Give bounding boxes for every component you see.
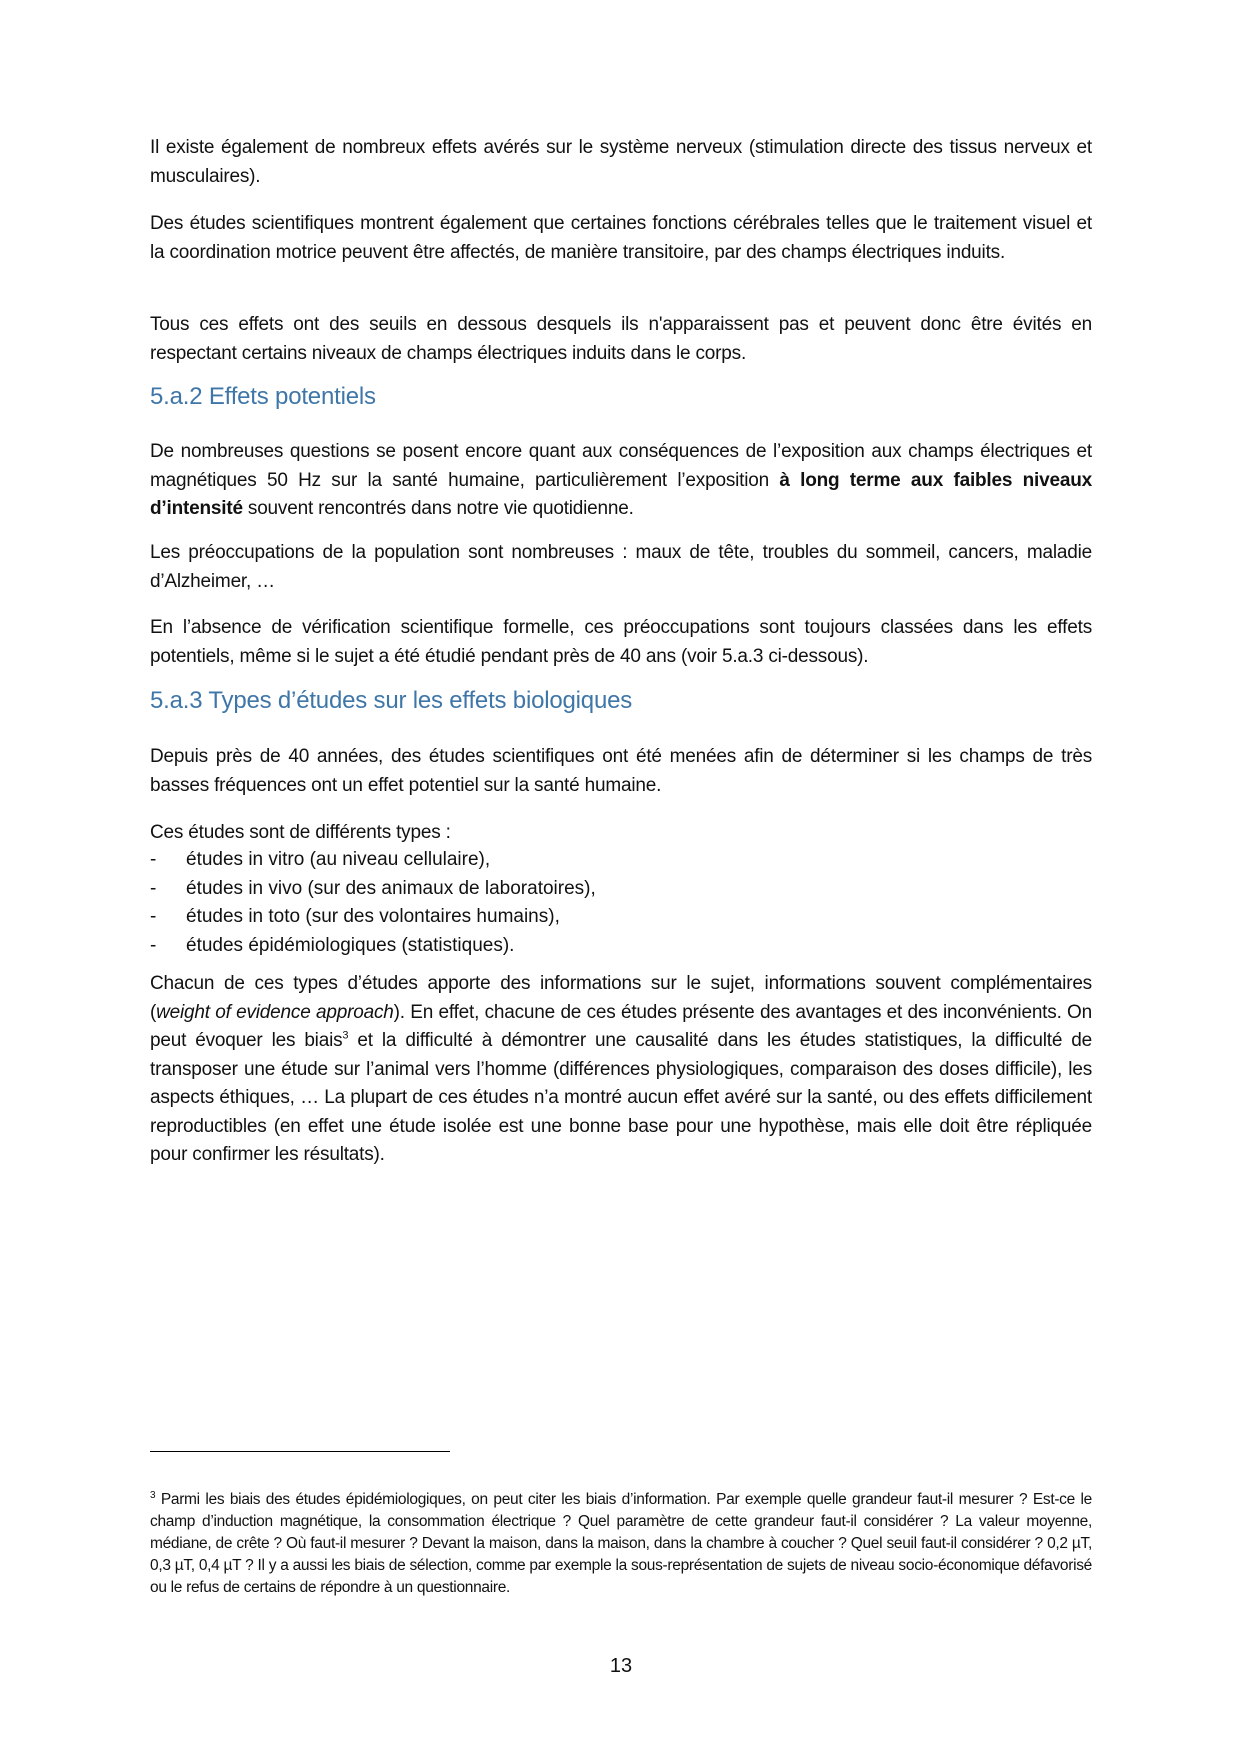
bullet-dash: - (150, 934, 157, 956)
bullet-dash: - (150, 906, 157, 927)
text-segment: souvent rencontrés dans notre vie quotidienne. (242, 498, 634, 519)
text-segment: et la difficulté à démontrer une causalité dans les études statistiques, la difficulté de transposer une étude sur l’animal vers l’homme (différences physiologiques, comparaison des doses difficile), les aspects éthiques, … La plupart de ces études n’a montré aucun effet avéré sur la santé, ou des effets difficilement reproductibles (en effet une étude isolée est une bonne base pour une hypothèse, mais elle doit être répliquée pour confirmer les résultats). (150, 1030, 1092, 1165)
section-heading-5a3: 5.a.3 Types d’études sur les effets biologiques (150, 687, 633, 714)
list-item-text: études épidémiologiques (statistiques). (186, 934, 515, 956)
italic-term: weight of evidence approach (156, 1001, 394, 1023)
paragraph-study-types-info (150, 970, 1092, 1170)
footnote-separator (150, 1451, 450, 1452)
list-item (150, 875, 1092, 904)
list-item (150, 903, 1092, 932)
text-segment: Chacun de ces types d’études apporte des informations sur le sujet, informations souvent complémentaires ( (150, 973, 1092, 1023)
paragraph-population-concerns: Les préoccupations de la population sont nombreuses : maux de tête, troubles du sommeil, cancers, maladie d’Alzheimer, … (150, 542, 1092, 592)
study-types-list (150, 846, 1092, 960)
section-heading-5a2: 5.a.2 Effets potentiels (150, 383, 376, 410)
list-item-text: études in vivo (sur des animaux de laboratoires), (186, 877, 596, 899)
paragraph-open-questions (150, 438, 1092, 524)
text-segment: De nombreuses questions se posent encore quant aux conséquences de l’exposition aux champs électriques et magnétiques 50 Hz sur la santé humaine, particulièrement l’exposition (150, 441, 1092, 491)
paragraph-thresholds: Tous ces effets ont des seuils en dessous desquels ils n'apparaissent pas et peuvent donc être évités en respectant certains niveaux de champs électriques induits dans le corps. (150, 314, 1092, 364)
list-item-text: études in toto (sur des volontaires humains), (186, 906, 560, 927)
footnote-3 (150, 1489, 1092, 1599)
paragraph-scientific-verification: En l’absence de vérification scientifique formelle, ces préoccupations sont toujours classées dans les effets potentiels, même si le sujet a été étudié pendant près de 40 ans (voir 5.a.3 ci-dessous). (150, 617, 1092, 667)
footnote-text: Parmi les biais des études épidémiologiques, on peut citer les biais d’information. Par exemple quelle grandeur faut-il mesurer ? Est-ce le champ d’induction magnétique, la consommation électrique ? Quel paramètre de cette grandeur faut-il considérer ? La valeur moyenne, médiane, de crête ? Où faut-il mesurer ? Devant la maison, dans la maison, dans la chambre à coucher ? Quel seuil faut-il considérer ? 0,2 µT, 0,3 µT, 0,4 µT ? Il y a aussi les biais de sélection, comme par exemple la sous-représentation de sujets de niveau socio-économique défavorisé ou le refus de certains de répondre à un questionnaire. (150, 1491, 1092, 1596)
bullet-dash: - (150, 849, 157, 870)
text-segment: ). En effet, chacune de ces études présente des avantages et des inconvénients. On peut évoquer les biais (150, 1001, 1092, 1051)
list-item (150, 846, 1092, 875)
bold-emphasis: à long terme aux faibles niveaux d’intensité (150, 469, 1092, 519)
footnote-number: 3 (150, 1489, 156, 1501)
footnote-reference[interactable]: 3 (342, 1029, 349, 1042)
paragraph-40-years-studies: Depuis près de 40 années, des études scientifiques ont été menées afin de déterminer si les champs de très basses fréquences ont un effet potentiel sur la santé humaine. (150, 746, 1092, 796)
page-number: 13 (609, 1655, 633, 1677)
bullet-dash: - (150, 877, 157, 899)
list-intro: Ces études sont de différents types : (150, 822, 451, 843)
paragraph-nervous-system-effects: Il existe également de nombreux effets avérés sur le système nerveux (stimulation directe des tissus nerveux et musculaires). (150, 137, 1092, 187)
list-item (150, 932, 1092, 961)
list-item-text: études in vitro (au niveau cellulaire), (186, 849, 491, 870)
paragraph-brain-functions: Des études scientifiques montrent également que certaines fonctions cérébrales telles que le traitement visuel et la coordination motrice peuvent être affectés, de manière transitoire, par des champs électriques induits. (150, 213, 1092, 263)
